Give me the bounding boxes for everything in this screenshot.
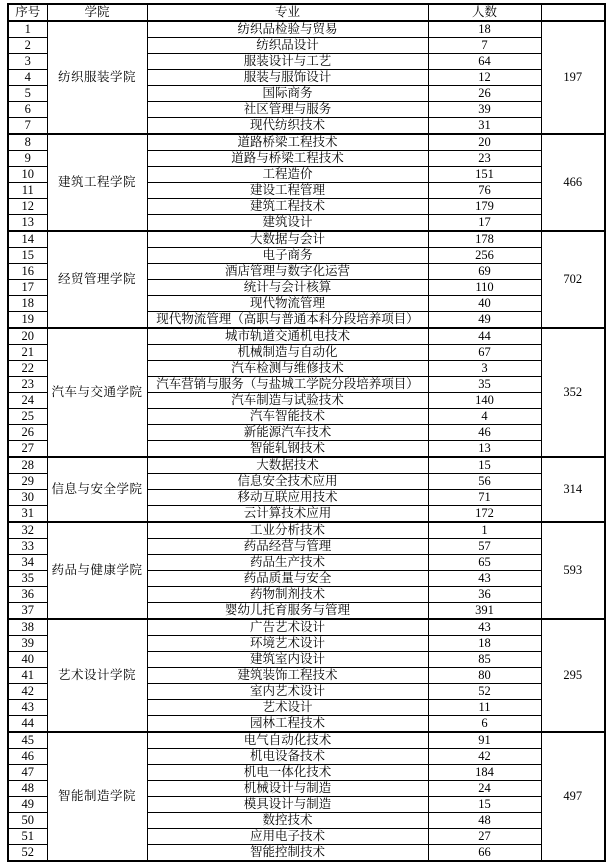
major-cell: 建设工程管理 (147, 183, 428, 199)
row-number-cell: 26 (8, 425, 47, 441)
row-number-cell: 38 (8, 619, 47, 636)
table-row (8, 522, 605, 539)
row-number-cell: 52 (8, 845, 47, 862)
count-cell: 69 (428, 264, 541, 280)
major-cell: 国际商务 (147, 86, 428, 102)
row-number-cell: 50 (8, 813, 47, 829)
college-cell: 汽车与交通学院 (47, 328, 147, 457)
row-number-cell: 34 (8, 555, 47, 571)
major-cell: 机械设计与制造 (147, 781, 428, 797)
major-cell: 智能控制技术 (147, 845, 428, 862)
row-number-cell: 35 (8, 571, 47, 587)
count-cell: 24 (428, 781, 541, 797)
row-number-cell: 49 (8, 797, 47, 813)
major-cell: 建筑工程技术 (147, 199, 428, 215)
header-cell-no: 序号 (8, 4, 47, 21)
major-cell: 药品经营与管理 (147, 539, 428, 555)
row-number-cell: 8 (8, 134, 47, 151)
row-number-cell: 47 (8, 765, 47, 781)
count-cell: 43 (428, 619, 541, 636)
table-row (8, 21, 605, 38)
row-number-cell: 2 (8, 38, 47, 54)
major-cell: 云计算技术应用 (147, 506, 428, 523)
table-header (8, 4, 605, 21)
count-cell: 15 (428, 457, 541, 474)
row-number-cell: 14 (8, 231, 47, 248)
row-number-cell: 12 (8, 199, 47, 215)
college-cell: 纺织服装学院 (47, 21, 147, 134)
major-cell: 机电一体化技术 (147, 765, 428, 781)
major-cell: 艺术设计 (147, 700, 428, 716)
row-number-cell: 44 (8, 716, 47, 733)
major-cell: 汽车制造与试验技术 (147, 393, 428, 409)
count-cell: 6 (428, 716, 541, 733)
major-cell: 建筑室内设计 (147, 652, 428, 668)
major-cell: 信息安全技术应用 (147, 474, 428, 490)
row-number-cell: 10 (8, 167, 47, 183)
row-number-cell: 37 (8, 603, 47, 620)
count-cell: 56 (428, 474, 541, 490)
row-number-cell: 41 (8, 668, 47, 684)
row-number-cell: 9 (8, 151, 47, 167)
table-row (8, 457, 605, 474)
major-cell: 汽车检测与维修技术 (147, 361, 428, 377)
table-row (8, 231, 605, 248)
count-cell: 256 (428, 248, 541, 264)
table-row (8, 619, 605, 636)
major-cell: 电子商务 (147, 248, 428, 264)
major-cell: 广告艺术设计 (147, 619, 428, 636)
header-cell-total (541, 4, 605, 21)
total-cell: 295 (541, 619, 605, 732)
header-row (8, 4, 605, 21)
count-cell: 52 (428, 684, 541, 700)
major-cell: 道路桥梁工程技术 (147, 134, 428, 151)
major-cell: 汽车营销与服务（与盐城工学院分段培养项目） (147, 377, 428, 393)
total-cell: 466 (541, 134, 605, 231)
count-cell: 31 (428, 118, 541, 135)
major-cell: 现代纺织技术 (147, 118, 428, 135)
total-cell: 497 (541, 732, 605, 861)
major-cell: 建筑设计 (147, 215, 428, 232)
row-number-cell: 20 (8, 328, 47, 345)
major-cell: 模具设计与制造 (147, 797, 428, 813)
count-cell: 179 (428, 199, 541, 215)
table-row (8, 732, 605, 749)
major-cell: 移动互联应用技术 (147, 490, 428, 506)
count-cell: 66 (428, 845, 541, 862)
row-number-cell: 40 (8, 652, 47, 668)
table-body (8, 21, 605, 861)
college-cell: 艺术设计学院 (47, 619, 147, 732)
count-cell: 27 (428, 829, 541, 845)
major-cell: 统计与会计核算 (147, 280, 428, 296)
table-row (8, 134, 605, 151)
total-cell: 197 (541, 21, 605, 134)
major-cell: 酒店管理与数字化运营 (147, 264, 428, 280)
major-cell: 电气自动化技术 (147, 732, 428, 749)
count-cell: 85 (428, 652, 541, 668)
major-cell: 道路与桥梁工程技术 (147, 151, 428, 167)
major-cell: 新能源汽车技术 (147, 425, 428, 441)
count-cell: 23 (428, 151, 541, 167)
major-cell: 大数据技术 (147, 457, 428, 474)
row-number-cell: 48 (8, 781, 47, 797)
count-cell: 46 (428, 425, 541, 441)
row-number-cell: 18 (8, 296, 47, 312)
count-cell: 391 (428, 603, 541, 620)
major-cell: 大数据与会计 (147, 231, 428, 248)
count-cell: 91 (428, 732, 541, 749)
major-cell: 智能轧钢技术 (147, 441, 428, 458)
count-cell: 15 (428, 797, 541, 813)
major-cell: 建筑装饰工程技术 (147, 668, 428, 684)
row-number-cell: 32 (8, 522, 47, 539)
college-cell: 经贸管理学院 (47, 231, 147, 328)
row-number-cell: 4 (8, 70, 47, 86)
total-cell: 702 (541, 231, 605, 328)
count-cell: 4 (428, 409, 541, 425)
count-cell: 7 (428, 38, 541, 54)
count-cell: 64 (428, 54, 541, 70)
major-cell: 汽车智能技术 (147, 409, 428, 425)
major-cell: 室内艺术设计 (147, 684, 428, 700)
row-number-cell: 22 (8, 361, 47, 377)
count-cell: 76 (428, 183, 541, 199)
count-cell: 65 (428, 555, 541, 571)
row-number-cell: 11 (8, 183, 47, 199)
major-cell: 纺织品检验与贸易 (147, 21, 428, 38)
row-number-cell: 23 (8, 377, 47, 393)
major-cell: 纺织品设计 (147, 38, 428, 54)
major-cell: 数控技术 (147, 813, 428, 829)
count-cell: 13 (428, 441, 541, 458)
count-cell: 172 (428, 506, 541, 523)
row-number-cell: 28 (8, 457, 47, 474)
total-cell: 314 (541, 457, 605, 522)
row-number-cell: 16 (8, 264, 47, 280)
count-cell: 1 (428, 522, 541, 539)
header-cell-major: 专业 (147, 4, 428, 21)
college-cell: 药品与健康学院 (47, 522, 147, 619)
row-number-cell: 29 (8, 474, 47, 490)
count-cell: 39 (428, 102, 541, 118)
count-cell: 11 (428, 700, 541, 716)
count-cell: 18 (428, 636, 541, 652)
count-cell: 44 (428, 328, 541, 345)
row-number-cell: 3 (8, 54, 47, 70)
count-cell: 57 (428, 539, 541, 555)
major-cell: 药品生产技术 (147, 555, 428, 571)
total-cell: 593 (541, 522, 605, 619)
count-cell: 17 (428, 215, 541, 232)
count-cell: 43 (428, 571, 541, 587)
row-number-cell: 24 (8, 393, 47, 409)
row-number-cell: 19 (8, 312, 47, 329)
row-number-cell: 43 (8, 700, 47, 716)
count-cell: 3 (428, 361, 541, 377)
major-cell: 机电设备技术 (147, 749, 428, 765)
row-number-cell: 27 (8, 441, 47, 458)
major-cell: 应用电子技术 (147, 829, 428, 845)
college-cell: 建筑工程学院 (47, 134, 147, 231)
row-number-cell: 33 (8, 539, 47, 555)
count-cell: 42 (428, 749, 541, 765)
major-cell: 药品质量与安全 (147, 571, 428, 587)
row-number-cell: 45 (8, 732, 47, 749)
college-enrollment-table (7, 3, 606, 862)
count-cell: 12 (428, 70, 541, 86)
major-cell: 现代物流管理（高职与普通本科分段培养项目） (147, 312, 428, 329)
major-cell: 药物制剂技术 (147, 587, 428, 603)
college-cell: 智能制造学院 (47, 732, 147, 861)
count-cell: 80 (428, 668, 541, 684)
major-cell: 园林工程技术 (147, 716, 428, 733)
table-row (8, 328, 605, 345)
row-number-cell: 42 (8, 684, 47, 700)
row-number-cell: 7 (8, 118, 47, 135)
count-cell: 178 (428, 231, 541, 248)
row-number-cell: 39 (8, 636, 47, 652)
row-number-cell: 51 (8, 829, 47, 845)
row-number-cell: 6 (8, 102, 47, 118)
major-cell: 婴幼儿托育服务与管理 (147, 603, 428, 620)
major-cell: 工业分析技术 (147, 522, 428, 539)
count-cell: 140 (428, 393, 541, 409)
count-cell: 110 (428, 280, 541, 296)
count-cell: 20 (428, 134, 541, 151)
row-number-cell: 15 (8, 248, 47, 264)
row-number-cell: 1 (8, 21, 47, 38)
row-number-cell: 5 (8, 86, 47, 102)
row-number-cell: 36 (8, 587, 47, 603)
count-cell: 67 (428, 345, 541, 361)
count-cell: 71 (428, 490, 541, 506)
row-number-cell: 21 (8, 345, 47, 361)
count-cell: 35 (428, 377, 541, 393)
count-cell: 184 (428, 765, 541, 781)
college-cell: 信息与安全学院 (47, 457, 147, 522)
row-number-cell: 13 (8, 215, 47, 232)
count-cell: 26 (428, 86, 541, 102)
major-cell: 工程造价 (147, 167, 428, 183)
major-cell: 服装与服饰设计 (147, 70, 428, 86)
major-cell: 城市轨道交通机电技术 (147, 328, 428, 345)
major-cell: 机械制造与自动化 (147, 345, 428, 361)
count-cell: 49 (428, 312, 541, 329)
major-cell: 社区管理与服务 (147, 102, 428, 118)
count-cell: 40 (428, 296, 541, 312)
count-cell: 36 (428, 587, 541, 603)
major-cell: 环境艺术设计 (147, 636, 428, 652)
count-cell: 48 (428, 813, 541, 829)
count-cell: 18 (428, 21, 541, 38)
major-cell: 现代物流管理 (147, 296, 428, 312)
count-cell: 151 (428, 167, 541, 183)
header-cell-count: 人数 (428, 4, 541, 21)
row-number-cell: 31 (8, 506, 47, 523)
row-number-cell: 17 (8, 280, 47, 296)
header-cell-college: 学院 (47, 4, 147, 21)
row-number-cell: 30 (8, 490, 47, 506)
row-number-cell: 46 (8, 749, 47, 765)
total-cell: 352 (541, 328, 605, 457)
major-cell: 服装设计与工艺 (147, 54, 428, 70)
row-number-cell: 25 (8, 409, 47, 425)
